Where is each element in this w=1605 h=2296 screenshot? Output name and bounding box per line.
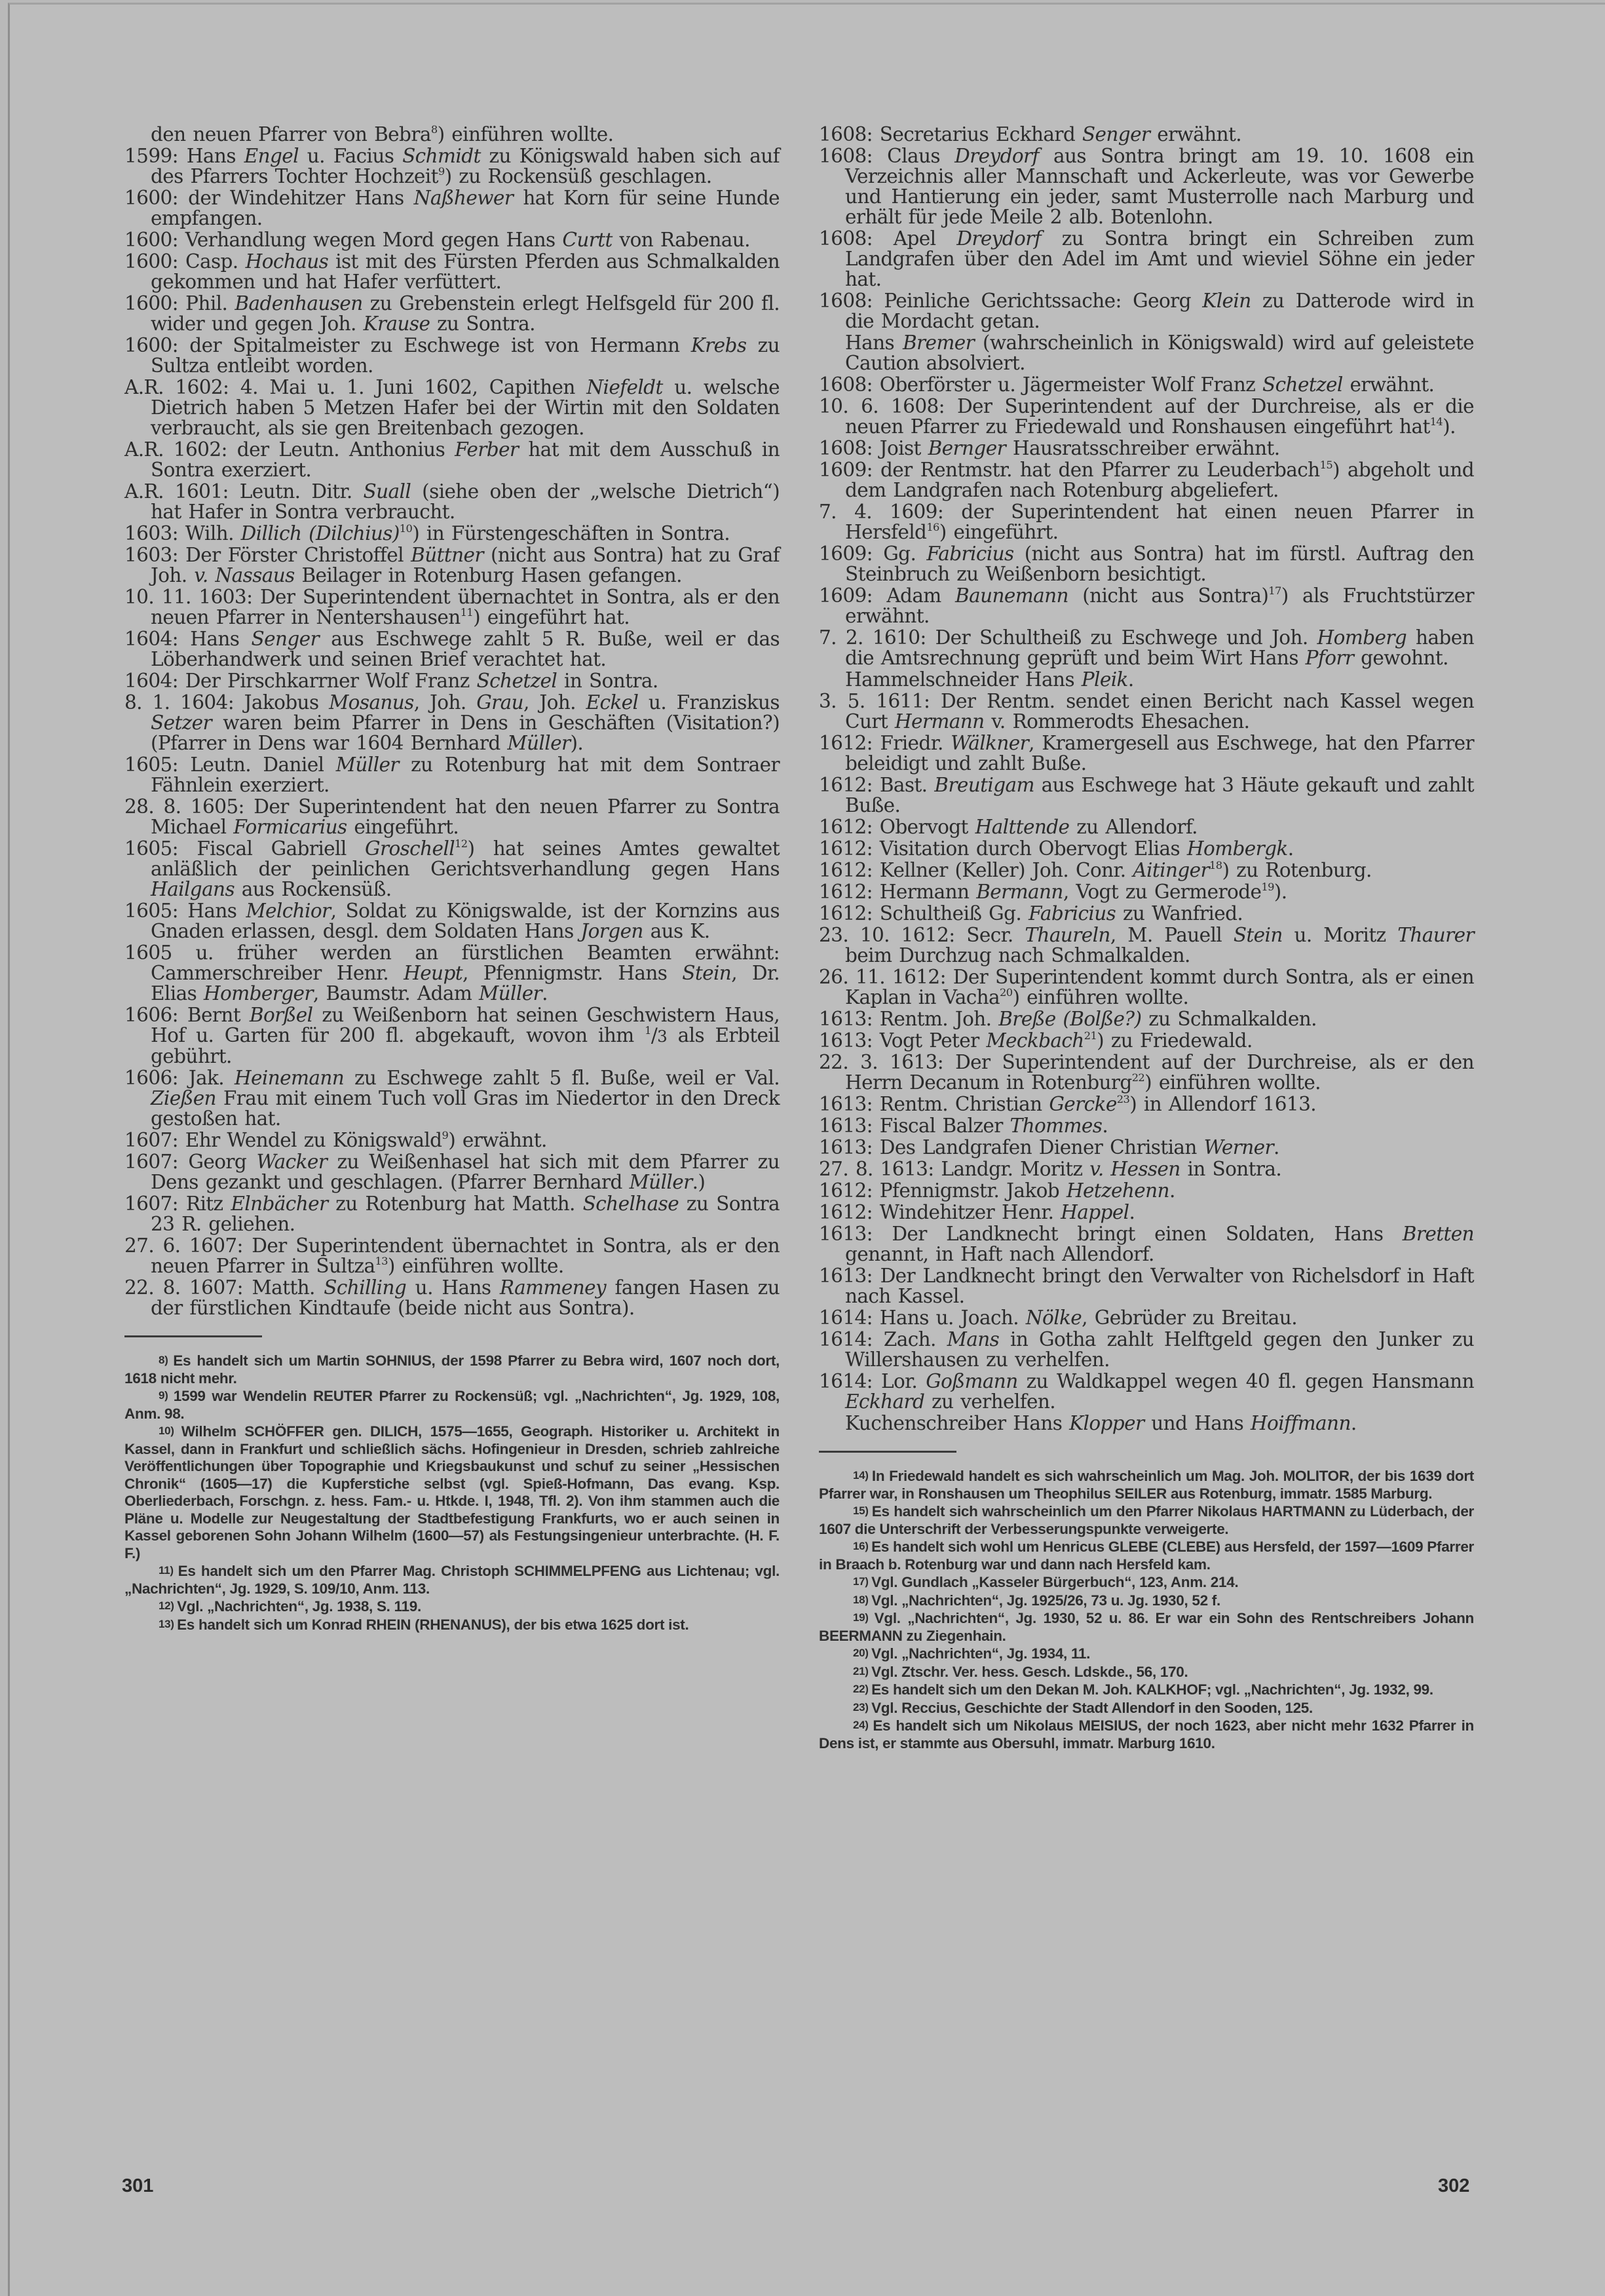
footnote <box>819 1609 1474 1645</box>
chronicle-entry: 23. 10. 1612: Secr. Thaureln, M. Pauell Stein u. Moritz Thaurer beim Durchzug nach Schmalkalden. <box>819 924 1474 966</box>
footnote-text: Vgl. „Nachrichten“, Jg. 1934, 11. <box>871 1645 1091 1662</box>
chronicle-entry: 27. 8. 1613: Landgr. Moritz v. Hessen in Sontra. <box>819 1158 1282 1180</box>
footnote <box>819 1538 1474 1573</box>
footnote-text: Vgl. „Nachrichten“, Jg. 1930, 52 u. 86. Er war ein Sohn des Rentschreibers Johann BEERMANN zu Ziegenhain. <box>819 1610 1475 1644</box>
chronicle-entry: 1612: Friedr. Wälkner, Kramergesell aus Eschwege, hat den Pfarrer beleidigt und zahlt Buße. <box>819 732 1474 775</box>
left-footnotes <box>124 1352 780 1634</box>
left-page-column <box>124 124 780 1634</box>
footnote-text: Wilhelm SCHÖFFER gen. DILICH, 1575—1655, Geograph. Historiker u. Architekt in Kassel, dann in Frankfurt und schließlich sächs. Hofingenieur in Dresden, schrieb zahlreiche Veröffentlichungen über Topographie und Kriegsbaukunst und schuf zu seiner „Hessischen Chronik“ (1605—17) die Kupferstiche selbst (vgl. Spieß-Hofmann, Das evang. Ksp. Oberliederbach, Forschgn. z. hess. Fam.- u. Htkde. I, 1948, Tfl. 2). Von ihm stammen auch die Pläne u. Modelle zur Neugestaltung der Stadtbefestigung Frankfurts, wo er auch seinen in Kassel geborenen Sohn Johann Wilhelm (1600—57) als Festungsingenieur unterbrachte. (H. F. F.) <box>124 1423 780 1561</box>
footnote-text: Es handelt sich um den Pfarrer Mag. Christoph SCHIMMELPFENG aus Lichtenau; vgl. „Nachrichten“, Jg. 1929, S. 109/10, Anm. 113. <box>124 1563 780 1597</box>
chronicle-entry: 1600: Verhandlung wegen Mord gegen Hans Curtt von Rabenau. <box>124 229 750 251</box>
footnote-number: 12) <box>159 1599 178 1612</box>
footnote-number: 19) <box>853 1611 875 1624</box>
chronicle-entry: A.R. 1602: der Leutn. Anthonius Ferber hat mit dem Ausschuß in Sontra exerziert. <box>124 438 780 481</box>
footnote <box>819 1699 1474 1717</box>
footnote-number: 16) <box>853 1540 872 1552</box>
chronicle-entry: 10. 11. 1603: Der Superintendent übernachtet in Sontra, als er den neuen Pfarrer in Nentershausen$^{11}$) eingeführt hat. <box>124 586 780 628</box>
chronicle-entry: 1613: Rentm. Joh. Breße (Bolße?) zu Schmalkalden. <box>819 1008 1317 1030</box>
chronicle-entry: Hammelschneider Hans Pleik. <box>845 668 1134 691</box>
chronicle-entry: 1605: Hans Melchior, Soldat zu Königswalde, ist der Kornzins aus Gnaden erlassen, desgl. dem Soldaten Hans Jorgen aus K. <box>124 900 780 942</box>
footnote-text: Es handelt sich um Nikolaus MEISIUS, der noch 1623, aber nicht mehr 1632 Pfarrer in Dens ist, er stammte aus Obersuhl, immatr. Marburg 1610. <box>819 1717 1474 1751</box>
chronicle-entry: 1607: Georg Wacker zu Weißenhasel hat sich mit dem Pfarrer zu Dens gezankt und geschlagen. (Pfarrer Bernhard Müller.) <box>124 1151 780 1193</box>
footnote <box>819 1592 1474 1610</box>
footnote-number: 23) <box>853 1700 872 1713</box>
page-number-left: 301 <box>122 2175 154 2196</box>
footnote <box>124 1598 780 1616</box>
chronicle-entry: 1609: Gg. Fabricius (nicht aus Sontra) hat im fürstl. Auftrag den Steinbruch zu Weißenborn besichtigt. <box>819 543 1474 585</box>
chronicle-entry: 7. 2. 1610: Der Schultheiß zu Eschwege und Joh. Homberg haben die Amtsrechnung geprüft und beim Wirt Hans Pforr gewohnt. <box>819 626 1474 669</box>
page-number-right: 302 <box>1438 2175 1470 2196</box>
chronicle-entry: 28. 8. 1605: Der Superintendent hat den neuen Pfarrer zu Sontra Michael Formicarius eingeführt. <box>124 795 780 838</box>
chronicle-entry: 1608: Secretarius Eckhard Senger erwähnt. <box>819 123 1242 145</box>
footnote <box>819 1573 1474 1592</box>
chronicle-entry: 22. 3. 1613: Der Superintendent auf der Durchreise, als er den Herrn Decanum in Rotenburg$^{22}$) einführen wollte. <box>819 1051 1474 1094</box>
chronicle-entry: 1608: Claus Dreydorf aus Sontra bringt am 19. 10. 1608 ein Verzeichnis aller Mannschaft und Ackerleute, was vor Gewerbe und Hantierung ein jeder, samt Musterrolle nach Marburg und erhält für jede Meile 2 alb. Botenlohn. <box>819 145 1474 228</box>
footnote <box>819 1681 1474 1699</box>
chronicle-entry: 3. 5. 1611: Der Rentm. sendet einen Bericht nach Kassel wegen Curt Hermann v. Rommerodts Ehesachen. <box>819 690 1474 733</box>
footnote-text: Vgl. Ztschr. Ver. hess. Gesch. Ldskde., 56, 170. <box>871 1663 1188 1680</box>
chronicle-entry: 27. 6. 1607: Der Superintendent übernachtet in Sontra, als er den neuen Pfarrer in Sultza$^{13}$) einführen wollte. <box>124 1234 780 1277</box>
chronicle-entry: 1603: Der Förster Christoffel Büttner (nicht aus Sontra) hat zu Graf Joh. v. Nassaus Beilager in Rotenburg Hasen gefangen. <box>124 544 780 586</box>
footnote-number: 8) <box>159 1354 174 1366</box>
chronicle-entry: 1607: Ehr Wendel zu Königswald$^9$) erwähnt. <box>124 1128 547 1151</box>
left-chronicle-entries <box>124 124 780 1318</box>
footnote <box>819 1502 1474 1538</box>
footnote-number: 9) <box>159 1389 174 1402</box>
footnote <box>124 1423 780 1562</box>
chronicle-entry: 26. 11. 1612: Der Superintendent kommt durch Sontra, als er einen Kaplan in Vacha$^{20}$) einführen wollte. <box>819 966 1474 1008</box>
footnote-text: Es handelt sich wohl um Henricus GLEBE (CLEBE) aus Hersfeld, der 1597—1609 Pfarrer in Braach b. Rotenburg war und dann nach Hersfeld kam. <box>819 1539 1475 1573</box>
footnote-number: 11) <box>159 1564 178 1577</box>
footnote-text: Es handelt sich um Konrad RHEIN (RHENANUS), der bis etwa 1625 dort ist. <box>177 1616 689 1633</box>
chronicle-entry: 1612: Obervogt Halttende zu Allendorf. <box>819 816 1198 838</box>
chronicle-entry: 1604: Hans Senger aus Eschwege zahlt 5 R. Buße, weil er das Löberhandwerk und seinen Brief verachtet hat. <box>124 628 780 670</box>
chronicle-entry: 1605 u. früher werden an fürstlichen Beamten erwähnt: Cammerschreiber Henr. Heupt, Pfennigmstr. Hans Stein, Dr. Elias Homberger, Baumstr. Adam Müller. <box>124 942 780 1004</box>
chronicle-entry: 1600: Casp. Hochaus ist mit des Fürsten Pferden aus Schmalkalden gekommen und hat Hafer verfüttert. <box>124 250 780 293</box>
footnote <box>819 1645 1474 1663</box>
chronicle-entry: 1613: Der Landknecht bringt einen Soldaten, Hans Bretten genannt, in Haft nach Allendorf. <box>819 1223 1474 1265</box>
footnote <box>819 1663 1474 1681</box>
footnote-text: Es handelt sich wahrscheinlich um den Pfarrer Nikolaus HARTMANN zu Lüderbach, der 1607 die Unterschrift der Verbesserungspunkte verweigerte. <box>819 1503 1474 1537</box>
chronicle-entry: 1613: Vogt Peter Meckbach$^{21}$) zu Friedewald. <box>819 1029 1253 1052</box>
chronicle-entry: 1612: Windehitzer Henr. Happel. <box>819 1201 1135 1223</box>
chronicle-entry: 1600: Phil. Badenhausen zu Grebenstein erlegt Helfsgeld für 200 fl. wider und gegen Joh. Krause zu Sontra. <box>124 292 780 335</box>
footnote-text: Vgl. Reccius, Geschichte der Stadt Allendorf in den Sooden, 125. <box>871 1699 1313 1716</box>
chronicle-entry: 1605: Fiscal Gabriell Groschell$^{12}$) hat seines Amtes gewaltet anläßlich der peinlichen Gerichtsverhandlung gegen Hans Hailgans aus Rockensüß. <box>124 837 780 900</box>
footnote <box>819 1717 1474 1752</box>
chronicle-entry: 7. 4. 1609: der Superintendent hat einen neuen Pfarrer in Hersfeld$^{16}$) eingeführt. <box>819 501 1474 543</box>
chronicle-entry: 22. 8. 1607: Matth. Schilling u. Hans Rammeney fangen Hasen zu der fürstlichen Kindtaufe (beide nicht aus Sontra). <box>124 1276 780 1319</box>
footnote <box>124 1616 780 1634</box>
chronicle-entry: 1612: Visitation durch Obervogt Elias Hombergk. <box>819 837 1294 860</box>
chronicle-entry: 1613: Des Landgrafen Diener Christian Werner. <box>819 1136 1279 1158</box>
footnote-number: 18) <box>853 1593 872 1606</box>
chronicle-entry: 1608: Joist Bernger Hausratsschreiber erwähnt. <box>819 437 1280 459</box>
footnote-separator <box>124 1335 262 1337</box>
chronicle-entry: den neuen Pfarrer von Bebra$^8$) einführen wollte. <box>151 123 614 145</box>
chronicle-entry: 1608: Apel Dreydorf zu Sontra bringt ein Schreiben zum Landgrafen über den Adel im Amt und wieviel Söhne ein jeder hat. <box>819 227 1475 290</box>
footnote-number: 15) <box>853 1504 872 1517</box>
footnote-number: 24) <box>853 1719 873 1731</box>
footnote-text: In Friedewald handelt es sich wahrscheinlich um Mag. Joh. MOLITOR, der bis 1639 dort Pfarrer war, in Ronshausen um Theophilus SEILER aus Rotenburg, immatr. 1585 Marburg. <box>819 1468 1475 1502</box>
footnote-number: 22) <box>853 1683 872 1695</box>
chronicle-entry: 1612: Pfennigmstr. Jakob Hetzehenn. <box>819 1179 1175 1202</box>
chronicle-entry: 1614: Zach. Mans in Gotha zahlt Helftgeld gegen den Junker zu Willershausen zu verhelfen. <box>819 1328 1474 1371</box>
footnote-number: 14) <box>853 1469 872 1482</box>
chronicle-entry: 1612: Hermann Bermann, Vogt zu Germerode$^{19}$). <box>819 880 1287 903</box>
footnote <box>819 1467 1474 1502</box>
footnote-text: 1599 war Wendelin REUTER Pfarrer zu Rockensüß; vgl. „Nachrichten“, Jg. 1929, 108, Anm. 98. <box>124 1388 780 1422</box>
chronicle-entry: 1609: der Rentmstr. hat den Pfarrer zu Leuderbach$^{15}$) abgeholt und dem Landgrafen nach Rotenburg abgeliefert. <box>819 458 1475 501</box>
chronicle-entry: 1612: Bast. Breutigam aus Eschwege hat 3 Häute gekauft und zahlt Buße. <box>819 774 1474 816</box>
right-footnotes <box>819 1467 1474 1752</box>
chronicle-entry: 1606: Jak. Heinemann zu Eschwege zahlt 5 fl. Buße, weil er Val. Zießen Frau mit einem Tuch voll Gras im Niedertor in den Dreck gestoßen hat. <box>124 1067 780 1130</box>
footnote <box>124 1562 780 1598</box>
chronicle-entry: 8. 1. 1604: Jakobus Mosanus, Joh. Grau, Joh. Eckel u. Franziskus Setzer waren beim Pfarrer in Dens in Geschäften (Visitation?) (Pfarrer in Dens war 1604 Bernhard Müller). <box>124 691 780 754</box>
chronicle-entry: 1599: Hans Engel u. Facius Schmidt zu Königswald haben sich auf des Pfarrers Tochter Hochzeit$^9$) zu Rockensüß geschlagen. <box>124 145 780 187</box>
chronicle-entry: 1608: Peinliche Gerichtssache: Georg Klein zu Datterode wird in die Mordacht getan. <box>819 290 1474 332</box>
chronicle-entry: 1608: Oberförster u. Jägermeister Wolf Franz Schetzel erwähnt. <box>819 373 1435 396</box>
chronicle-entry: Kuchenschreiber Hans Klopper und Hans Hoiffmann. <box>845 1412 1357 1434</box>
chronicle-entry: 1600: der Windehitzer Hans Naßhewer hat Korn für seine Hunde empfangen. <box>124 187 780 229</box>
footnote <box>124 1352 780 1387</box>
footnote-number: 10) <box>159 1425 181 1437</box>
chronicle-entry: 1613: Der Landknecht bringt den Verwalter von Richelsdorf in Haft nach Kassel. <box>819 1265 1474 1307</box>
footnote-text: Vgl. „Nachrichten“, Jg. 1925/26, 73 u. Jg. 1930, 52 f. <box>871 1592 1220 1609</box>
right-page-column <box>819 124 1474 1752</box>
footnote-number: 17) <box>853 1575 872 1588</box>
chronicle-entry: 1612: Schultheiß Gg. Fabricius zu Wanfried. <box>819 902 1243 925</box>
chronicle-entry: 1605: Leutn. Daniel Müller zu Rotenburg hat mit dem Sontraer Fähnlein exerziert. <box>124 754 780 796</box>
chronicle-entry: 1604: Der Pirschkarrner Wolf Franz Schetzel in Sontra. <box>124 670 658 692</box>
footnote-text: Vgl. Gundlach „Kasseler Bürgerbuch“, 123, Anm. 214. <box>871 1574 1239 1590</box>
footnote-number: 20) <box>853 1647 872 1659</box>
right-chronicle-entries <box>819 124 1474 1434</box>
footnote-text: Es handelt sich um den Dekan M. Joh. KALKHOF; vgl. „Nachrichten“, Jg. 1932, 99. <box>871 1681 1433 1698</box>
chronicle-entry: 1603: Wilh. Dillich (Dilchius)$^{10}$) in Fürstengeschäften in Sontra. <box>124 522 730 545</box>
chronicle-entry: A.R. 1602: 4. Mai u. 1. Juni 1602, Capithen Niefeldt u. welsche Dietrich haben 5 Metzen Hafer bei der Wirtin mit den Soldaten verbraucht, als sie gen Breitenbach gezogen. <box>124 376 780 439</box>
chronicle-entry: 1607: Ritz Elnbächer zu Rotenburg hat Matth. Schelhase zu Sontra 23 R. geliehen. <box>124 1193 780 1235</box>
chronicle-entry: 1600: der Spitalmeister zu Eschwege ist von Hermann Krebs zu Sultza entleibt worden. <box>124 334 780 377</box>
chronicle-entry: 1606: Bernt Borßel zu Weißenborn hat seinen Geschwistern Haus, Hof u. Garten für 200 fl. abgekauft, wovon ihm $^1$/3 als Erbteil gebührt. <box>124 1004 780 1067</box>
chronicle-entry: 1609: Adam Baunemann (nicht aus Sontra)$^{17}$) als Fruchtstürzer erwähnt. <box>819 584 1474 627</box>
chronicle-entry: 1614: Hans u. Joach. Nölke, Gebrüder zu Breitau. <box>819 1307 1297 1329</box>
chronicle-entry: 1613: Rentm. Christian Gercke$^{23}$) in Allendorf 1613. <box>819 1092 1317 1115</box>
chronicle-entry: 1613: Fiscal Balzer Thommes. <box>819 1115 1108 1137</box>
footnote-text: Es handelt sich um Martin SOHNIUS, der 1598 Pfarrer zu Bebra wird, 1607 noch dort, 1618 nicht mehr. <box>124 1352 780 1387</box>
chronicle-entry: Hans Bremer (wahrscheinlich in Königswald) wird auf geleistete Caution absolviert. <box>845 332 1474 374</box>
chronicle-entry: 10. 6. 1608: Der Superintendent auf der Durchreise, als er die neuen Pfarrer zu Friedewald und Ronshausen eingeführt hat$^{14}$). <box>819 395 1474 438</box>
footnote-number: 21) <box>853 1664 872 1677</box>
footnote <box>124 1387 780 1423</box>
footnote-separator <box>819 1451 956 1453</box>
chronicle-entry: 1612: Kellner (Keller) Joh. Conr. Aitinger$^{18}$) zu Rotenburg. <box>819 858 1372 881</box>
footnote-text: Vgl. „Nachrichten“, Jg. 1938, S. 119. <box>177 1598 421 1615</box>
chronicle-entry: A.R. 1601: Leutn. Ditr. Suall (siehe oben der „welsche Dietrich“) hat Hafer in Sontra verbraucht. <box>124 480 780 523</box>
footnote-number: 13) <box>159 1617 178 1630</box>
chronicle-entry: 1614: Lor. Goßmann zu Waldkappel wegen 40 fl. gegen Hansmann Eckhard zu verhelfen. <box>819 1370 1474 1413</box>
